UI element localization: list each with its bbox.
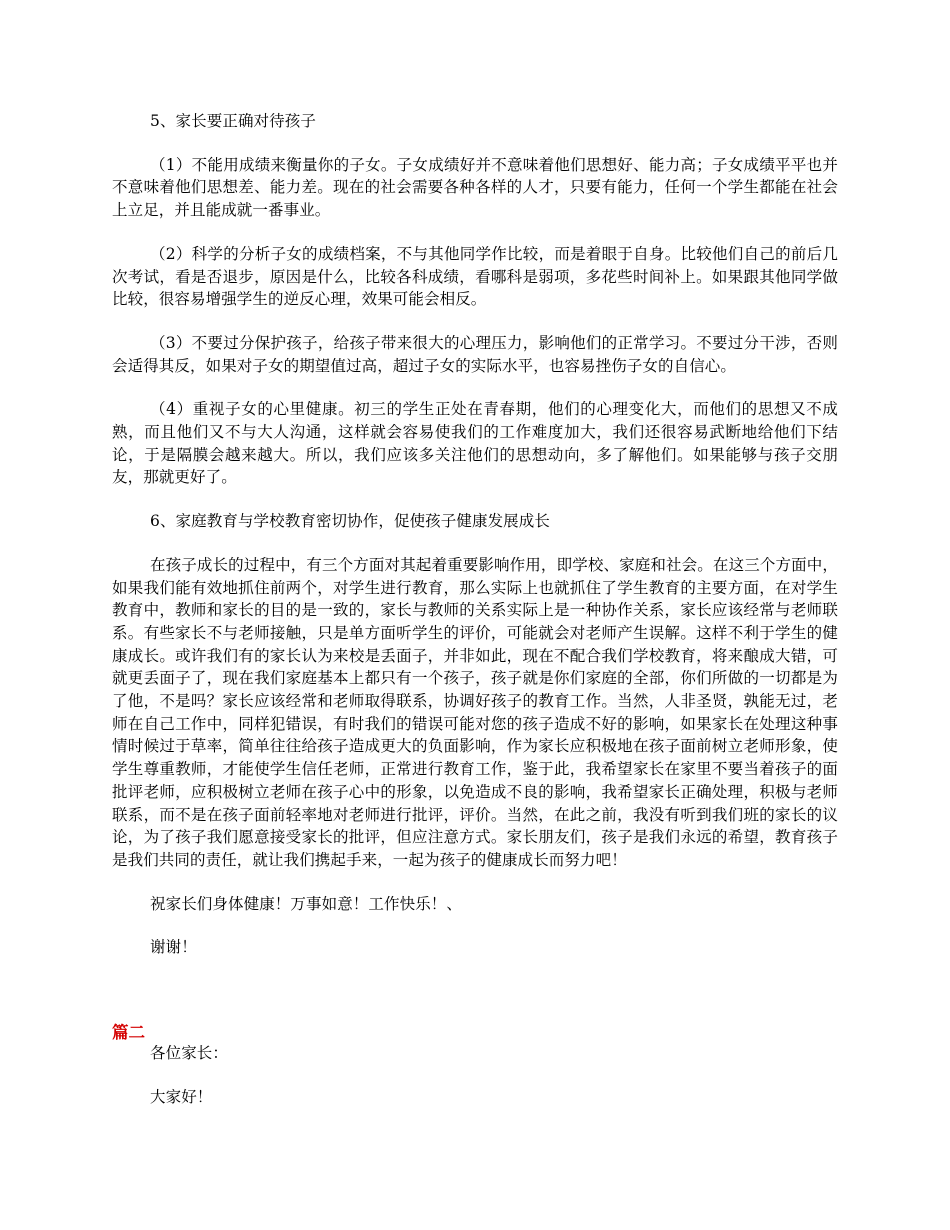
paragraph-main: 在孩子成长的过程中，有三个方面对其起着重要影响作用，即学校、家庭和社会。在这三个方面中，如果我们能有效地抓住前两个，对学生进行教育，那么实际上也就抓住了学生教育的主要方面，在对学生教育中，教师和家长的目的是一致的，家长与教师的关系实际上是一种协作关系，家长应该经常与老师联系。有些家长不与老师接触，只是单方面听学生的评价，可能就会对老师产生误解。这样不利于学生的健康成长。或许我们有的家长认为来校是丢面子，并非如此，现在不配合我们学校教育，将来酿成大错，可就更丢面子了，现在我们家庭基本上都只有一个孩子，孩子就是你们家庭的全部，你们所做的一切都是为了他，不是吗？家长应该经常和老师取得联系，协调好孩子的教育工作。当然，人非圣贤，孰能无过，老师在自己工作中，同样犯错误，有时我们的错误可能对您的孩子造成不好的影响，如果家长在处理这种事情时候过于草率，简单往往给孩子造成更大的负面影响，作为家长应积极地在孩子面前树立老师形象，使学生尊重教师，才能使学生信任老师，正常进行教育工作，鉴于此，我希望家长在家里不要当着孩子的面批评老师，应积极树立老师在孩子心中的形象，以免造成不良的影响，我希望家长正确处理，积极与老师联系，而不是在孩子面前轻率地对老师进行批评，评价。当然，在此之前，我没有听到我们班的家长的议论，为了孩子我们愿意接受家长的批评，但应注意方式。家长朋友们，孩子是我们永远的希望，教育孩子是我们共同的责任，就让我们携起手来，一起为孩子的健康成长而努力吧！ <box>112 555 838 869</box>
paragraph-1: （1）不能用成绩来衡量你的子女。子女成绩好并不意味着他们思想好、能力高；子女成绩平平也并不意味着他们思想差、能力差。现在的社会需要各种各样的人才，只要有能力，任何一个学生都能在社会上立足，并且能成就一番事业。 <box>112 155 838 220</box>
section-two-body <box>112 1042 838 1108</box>
thanks: 谢谢！ <box>150 938 197 957</box>
document-body <box>112 110 838 959</box>
closing-wish: 祝家长们身体健康！万事如意！工作快乐！、 <box>150 894 463 913</box>
paragraph-4: （4）重视子女的心里健康。初三的学生正处在青春期，他们的心理变化大，而他们的思想又不成熟，而且他们又不与大人沟通，这样就会容易使我们的工作难度加大，我们还很容易武断地给他们下结论，于是隔膜会越来越大。所以，我们应该多关注他们的思想动向，多了解他们。如果能够与孩子交朋友，那就更好了。 <box>112 400 838 487</box>
paragraph-3: （3）不要过分保护孩子，给孩子带来很大的心理压力，影响他们的正常学习。不要过分干涉，否则会适得其反，如果对子女的期望值过高，超过子女的实际水平，也容易挫伤子女的自信心。 <box>112 333 838 375</box>
paragraph-2: （2）科学的分析子女的成绩档案，不与其他同学作比较，而是着眼于自身。比较他们自己的前后几次考试，看是否退步，原因是什么，比较各科成绩，看哪科是弱项，多花些时间补上。如果跟其他同学做比较，很容易增强学生的逆反心理，效果可能会相反。 <box>112 244 838 309</box>
section-heading-5: 5、家长要正确对待孩子 <box>150 112 316 130</box>
section-label: 篇二 <box>112 1023 145 1042</box>
salutation: 各位家长： <box>150 1044 229 1062</box>
greeting: 大家好！ <box>150 1087 213 1106</box>
section-heading-6: 6、家庭教育与学校教育密切协作，促使孩子健康发展成长 <box>150 512 550 531</box>
